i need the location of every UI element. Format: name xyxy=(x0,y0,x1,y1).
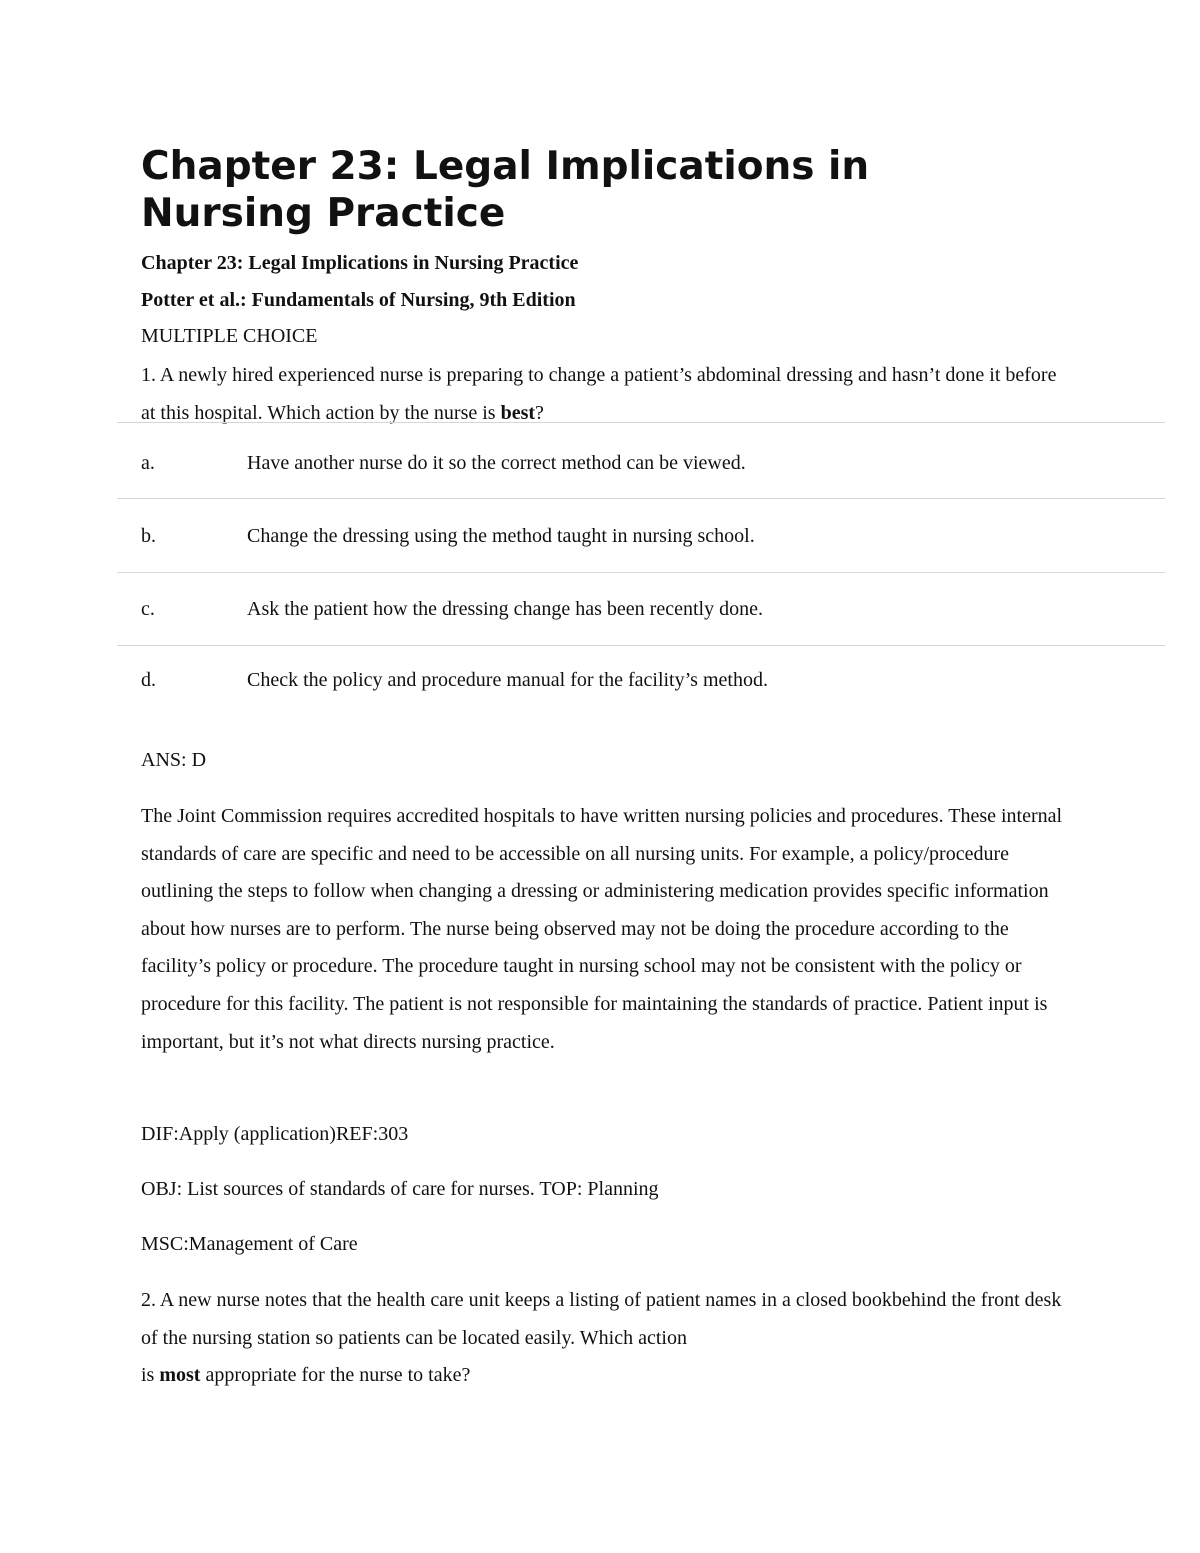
question-2-emphasis: most xyxy=(159,1364,201,1386)
option-divider xyxy=(117,422,1165,423)
question-2-stem xyxy=(141,1282,1071,1395)
section-heading: MULTIPLE CHOICE xyxy=(141,325,318,347)
option-b-letter: b. xyxy=(141,525,156,547)
msc-category: MSC:Management of Care xyxy=(141,1233,358,1255)
option-d-letter: d. xyxy=(141,669,156,691)
question-1-stem xyxy=(141,357,1071,432)
question-1-stem-text: 1. A newly hired experienced nurse is preparing to change a patient’s abdominal dressing and hasn’t done it before at this hospital. Which action by the nurse is xyxy=(141,364,1057,424)
objective-topic: OBJ: List sources of standards of care for nurses. TOP: Planning xyxy=(141,1178,659,1200)
difficulty-reference: DIF:Apply (application)REF:303 xyxy=(141,1123,409,1145)
answer-key: ANS: D xyxy=(141,749,207,771)
option-c-text: Ask the patient how the dressing change has been recently done. xyxy=(247,598,763,620)
book-source: Potter et al.: Fundamentals of Nursing, 9th Edition xyxy=(141,289,576,311)
question-2-stem-is: is xyxy=(141,1364,160,1386)
option-b-text: Change the dressing using the method taught in nursing school. xyxy=(247,525,755,547)
option-a-letter: a. xyxy=(141,452,155,474)
question-1-emphasis: best xyxy=(500,401,536,424)
option-c-letter: c. xyxy=(141,598,155,620)
option-divider xyxy=(117,498,1165,499)
option-divider xyxy=(117,572,1165,573)
chapter-title: Chapter 23: Legal Implications in Nursing Practice xyxy=(141,144,870,236)
option-divider xyxy=(117,645,1165,646)
question-2-stem-end: appropriate for the nurse to take? xyxy=(200,1364,471,1386)
chapter-subtitle: Chapter 23: Legal Implications in Nursing Practice xyxy=(141,252,579,274)
option-a-text: Have another nurse do it so the correct method can be viewed. xyxy=(247,452,746,474)
option-d-text: Check the policy and procedure manual for the facility’s method. xyxy=(247,669,768,691)
answer-rationale: The Joint Commission requires accredited hospitals to have written nursing policies and procedures. These internal standards of care are specific and need to be accessible on all nursing units. For example, a policy/procedure outlining the steps to follow when changing a dressing or administering medication provides specific information about how nurses are to perform. The nurse being observed may not be doing the procedure according to the facility’s policy or procedure. The procedure taught in nursing school may not be consistent with the policy or procedure for this facility. The patient is not responsible for maintaining the standards of practice. Patient input is important, but it’s not what directs nursing practice. xyxy=(141,805,1063,1053)
question-2-stem-text: 2. A new nurse notes that the health care unit keeps a listing of patient names in a closed bookbehind the front desk of the nursing station so patients can be located easily. Which action xyxy=(141,1289,1062,1349)
question-1-stem-end: ? xyxy=(535,401,544,424)
